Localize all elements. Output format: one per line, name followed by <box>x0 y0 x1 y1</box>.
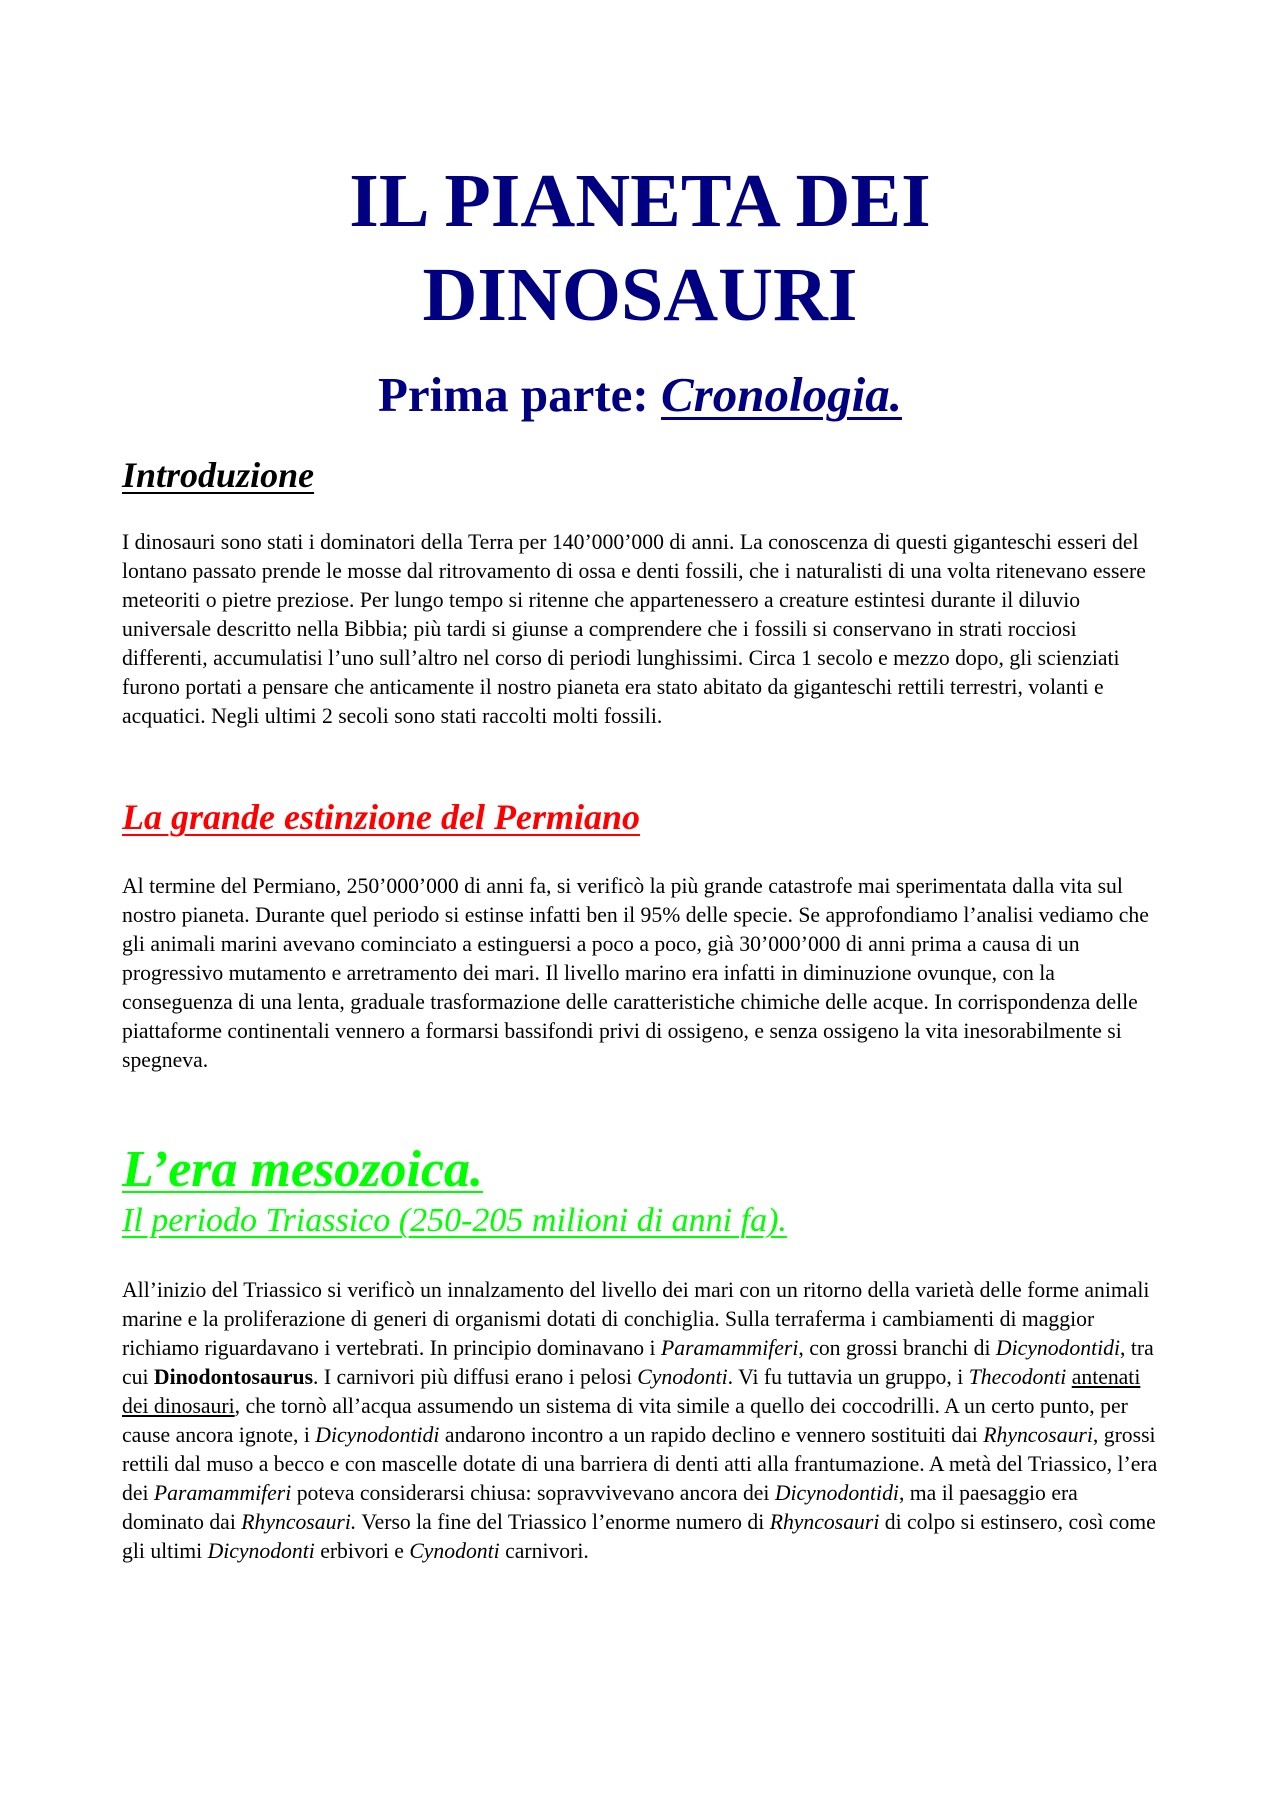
document-title-line-2: DINOSAURI <box>422 253 858 337</box>
underlined-text: antenati <box>1071 1365 1141 1389</box>
text-run: , con grossi branchi di <box>798 1336 996 1360</box>
text-run: erbivori e <box>314 1539 410 1563</box>
subtitle-emphasis: Cronologia. <box>661 367 902 422</box>
genus-name-bold: Dinodontosaurus <box>153 1365 314 1389</box>
permian-heading: La grande estinzione del Permiano <box>122 797 641 837</box>
triassic-paragraph <box>122 1276 1162 1566</box>
text-run: , grossi rettili dal muso a becco e con mascelle dotate di una barriera di denti atti alla frantumazione. A metà del Triassico, l’era dei <box>122 1423 1158 1505</box>
taxon-name: Cynodonti <box>637 1365 728 1389</box>
taxon-name: Dicynodonti <box>207 1539 315 1563</box>
taxon-name: Rhyncosauri <box>769 1510 880 1534</box>
taxon-name: Paramammiferi <box>661 1336 799 1360</box>
taxon-name: Cynodonti <box>409 1539 500 1563</box>
taxon-name: Thecodonti <box>968 1365 1067 1389</box>
taxon-name: Paramammiferi <box>153 1481 292 1505</box>
text-run: All’inizio del Triassico si verificò un innalzamento del livello dei mari con un ritorno della varietà delle forme animali marine e la proliferazione di generi di organismi dotati di conchiglia. Sulla terraferma i cambiamenti di maggior richiamo riguardavano i vertebrati. In principio dominavano i <box>122 1278 1150 1360</box>
text-run: , che tornò all’acqua assumendo un sistema di vita simile a quello dei coccodrilli. A un certo punto, per cause ancora ignote, i <box>122 1394 1128 1447</box>
text-run: andarono incontro a un rapido declino e vennero sostituiti dai <box>439 1423 984 1447</box>
text-run: Verso la fine del Triassico l’enorme numero di <box>356 1510 770 1534</box>
text-run: di colpo si estinsero, così come gli ultimi <box>122 1510 1156 1563</box>
taxon-name: Rhyncosauri <box>983 1423 1093 1447</box>
triassic-subheading: Il periodo Triassico (250-205 milioni di anni fa). <box>122 1202 787 1239</box>
taxon-name: Dicynodontidi <box>774 1481 899 1505</box>
text-run: , ma il paesaggio era dominato dai <box>122 1481 1078 1534</box>
subtitle-prefix: Prima parte: <box>378 367 661 422</box>
underlined-text: dei dinosauri <box>122 1394 235 1418</box>
intro-paragraph: I dinosauri sono stati i dominatori della Terra per 140’000’000 di anni. La conoscenza di questi giganteschi esseri del lontano passato prende le mosse dal ritrovamento di ossa e denti fossili, che i naturalisti di una volta ritenevano essere meteoriti o pietre preziose. Per lungo tempo si ritenne che appartenessero a creature estintesi durante il diluvio universale descritto nella Bibbia; più tardi si giunse a comprendere che i fossili si conservano in strati rocciosi differenti, accumulatisi l’uno sull’altro nel corso di periodi lunghissimi. Circa 1 secolo e mezzo dopo, gli scienziati furono portati a pensare che anticamente il nostro pianeta era stato abitato da giganteschi rettili terrestri, volanti e acquatici. Negli ultimi 2 secoli sono stati raccolti molti fossili. <box>122 530 1146 728</box>
text-run: poteva considerarsi chiusa: sopravvivevano ancora dei <box>291 1481 775 1505</box>
taxon-name: Rhyncosauri. <box>241 1510 357 1534</box>
mesozoic-heading: L’era mesozoica. <box>122 1141 484 1198</box>
taxon-name: Dicynodontidi <box>995 1336 1121 1360</box>
text-run: carnivori. <box>499 1539 589 1563</box>
document-title-line-1: IL PIANETA DEI <box>349 159 931 243</box>
text-run: . Vi fu tuttavia un gruppo, i <box>727 1365 969 1389</box>
text-run: , tra cui <box>122 1336 1154 1389</box>
document-subtitle <box>0 365 1280 425</box>
document-title <box>0 154 1280 342</box>
taxon-name: Dicynodontidi <box>315 1423 440 1447</box>
text-run: . I carnivori più diffusi erano i pelosi <box>313 1365 638 1389</box>
permian-paragraph: Al termine del Permiano, 250’000’000 di anni fa, si verificò la più grande catastrofe mai sperimentata dalla vita sul nostro pianeta. Durante quel periodo si estinse infatti ben il 95% delle specie. Se approfondiamo l’analisi vediamo che gli animali marini avevano cominciato a estinguersi a poco a poco, già 30’000’000 di anni prima a causa di un progressivo mutamento e arretramento dei mari. Il livello marino era infatti in diminuzione ovunque, con la conseguenza di una lenta, graduale trasformazione delle caratteristiche chimiche delle acque. In corrispondenza delle piattaforme continentali vennero a formarsi bassifondi privi di ossigeno, e senza ossigeno la vita inesorabilmente si spegneva. <box>122 874 1149 1072</box>
intro-heading: Introduzione <box>122 455 315 495</box>
